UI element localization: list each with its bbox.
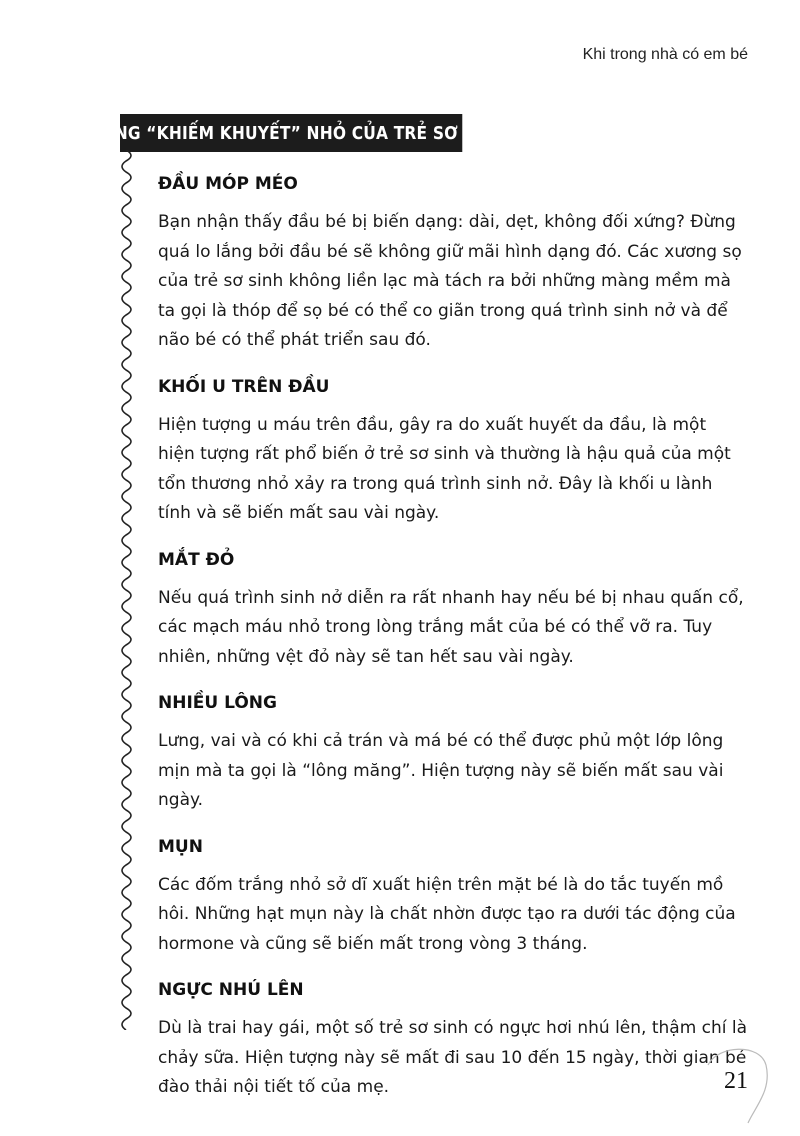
section-heading: MẮT ĐỎ	[158, 549, 235, 570]
section-body-hair	[158, 693, 748, 816]
section-body: Các đốm trắng nhỏ sở dĩ xuất hiện trên mặt bé là do tắc tuyến mồ hôi. Những hạt mụn này là chất nhờn được tạo ra dưới tác động của hormone và cũng sẽ biến mất trong vòng 3 tháng.	[158, 874, 736, 954]
section-body: Nếu quá trình sinh nở diễn ra rất nhanh hay nếu bé bị nhau quấn cổ, các mạch máu nhỏ trong lòng trắng mắt của bé có thể vỡ ra. Tuy nhiên, những vệt đỏ này sẽ tan hết sau vài ngày.	[158, 587, 744, 667]
section-body: Dù là trai hay gái, một số trẻ sơ sinh có ngực hơi nhú lên, thậm chí là chảy sữa. Hiện tượng này sẽ mất đi sau 10 đến 15 ngày, thời gian bé đào thải nội tiết tố của mẹ.	[158, 1018, 748, 1097]
running-head: Khi trong nhà có em bé	[582, 46, 748, 63]
wavy-border-decoration	[116, 150, 140, 1030]
section-head-lump	[158, 377, 748, 529]
section-body: Hiện tượng u máu trên đầu, gây ra do xuất huyết da đầu, là một hiện tượng rất phổ biến ở trẻ sơ sinh và thường là hậu quả của một tổn thương nhỏ xảy ra trong quá trình sinh nở. Đây là khối u lành tính và sẽ biến mất sau vài ngày.	[158, 414, 731, 523]
section-heading: KHỐI U TRÊN ĐẦU	[158, 376, 330, 397]
section-swollen-breasts	[158, 980, 748, 1103]
main-content	[158, 174, 748, 1124]
section-banner: NHỮNG “KHIẾM KHUYẾT” NHỎ CỦA TRẺ SƠ SINH	[120, 114, 462, 152]
section-acne	[158, 837, 748, 960]
section-heading: ĐẦU MÓP MÉO	[158, 174, 298, 194]
section-heading: NGỰC NHÚ LÊN	[158, 980, 304, 1000]
section-heading: NHIỀU LÔNG	[158, 693, 277, 713]
section-body: Bạn nhận thấy đầu bé bị biến dạng: dài, dẹt, không đối xứng? Đừng quá lo lắng bởi đầu bé sẽ không giữ mãi hình dạng đó. Các xương sọ của trẻ sơ sinh không liền lạc mà tách ra bởi những màng mềm mà ta gọi là thóp để sọ bé có thể co giãn trong quá trình sinh nở và để não bé có thể phát triển sau đó.	[158, 212, 742, 350]
section-body: Lưng, vai và có khi cả trán và má bé có thể được phủ một lớp lông mịn mà ta gọi là “lông măng”. Hiện tượng này sẽ biến mất sau vài ngày.	[158, 731, 724, 810]
section-heading: MỤN	[158, 836, 203, 857]
section-red-eyes	[158, 550, 748, 673]
section-misshapen-head	[158, 174, 748, 356]
page-number: 21	[724, 1068, 748, 1094]
